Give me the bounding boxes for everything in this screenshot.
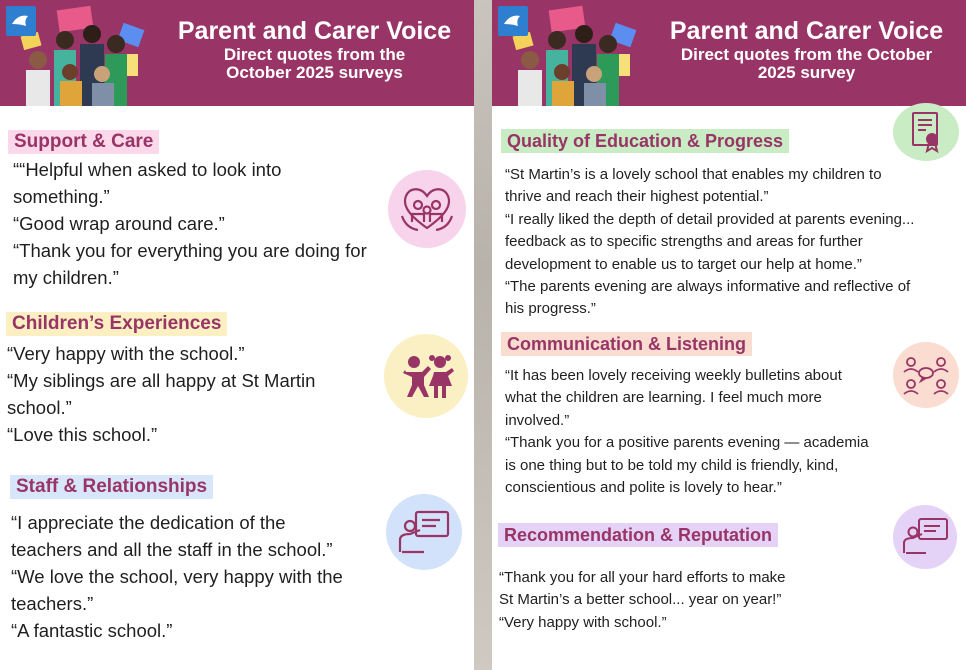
quote-line: “Very happy with the school.” xyxy=(7,343,245,364)
left-header-title-block xyxy=(155,16,474,82)
quote-line: something.” xyxy=(13,186,110,207)
quote-line: development to enable us to target our help at home.” xyxy=(505,255,862,273)
discussion-group-icon xyxy=(893,342,959,408)
quotes-recommendation-reputation xyxy=(499,567,786,634)
quote-line: his progress.” xyxy=(505,300,596,318)
background-gap xyxy=(474,0,492,670)
quote-line: “Love this school.” xyxy=(7,424,158,445)
quote-line: “It has been lovely receiving weekly bulletins about xyxy=(505,367,842,384)
school-logo-icon xyxy=(498,6,528,36)
children-playing-icon xyxy=(384,334,468,418)
quote-line: involved.” xyxy=(505,411,570,429)
quotes-quality-education xyxy=(505,164,914,321)
quotes-communication-listening xyxy=(505,365,869,499)
quote-line: “Thank you for everything you are doing for xyxy=(13,240,367,261)
quote-line: “The parents evening are always informative and reflective of xyxy=(505,278,911,296)
quote-line: St Martin’s a better school... year on year!” xyxy=(499,591,782,609)
quote-line: teachers and all the staff in the school.” xyxy=(11,539,333,560)
quote-line: thrive and reach their highest potential.” xyxy=(505,188,769,206)
right-page xyxy=(492,0,966,670)
quote-line: what the children are learning. I feel much more xyxy=(505,389,822,407)
right-subtitle-1: Direct quotes from the October xyxy=(680,45,933,64)
quotes-support-care xyxy=(13,156,367,291)
quote-line: “I appreciate the dedication of the xyxy=(11,512,286,533)
quote-line: “Thank you for a positive parents evening — academia xyxy=(505,434,869,452)
certificate-icon xyxy=(893,103,959,161)
teacher-board-icon xyxy=(386,494,462,570)
heading-staff-relationships: Staff & Relationships xyxy=(10,475,213,499)
quote-line: feedback as to specific strengths and areas for further xyxy=(505,233,863,251)
quote-line: teachers.” xyxy=(11,593,94,614)
left-page xyxy=(0,0,474,670)
teacher-board-icon xyxy=(893,505,957,569)
quote-line: “Thank you for all your hard efforts to make xyxy=(499,569,786,586)
quote-line: “St Martin’s is a lovely school that enables my children to xyxy=(505,166,882,183)
left-subtitle-2: October 2025 surveys xyxy=(226,63,403,82)
quote-line: “Good wrap around care.” xyxy=(13,213,225,234)
family-heart-icon xyxy=(388,170,466,248)
right-header-title-block xyxy=(647,16,966,82)
left-title: Parent and Carer Voice xyxy=(177,17,452,45)
left-subtitle-1: Direct quotes from the xyxy=(223,45,406,64)
left-header xyxy=(0,0,474,106)
quote-line: “My siblings are all happy at St Martin xyxy=(7,370,316,391)
quotes-childrens-experiences xyxy=(7,340,315,448)
heading-quality-education: Quality of Education & Progress xyxy=(501,129,789,153)
quote-line: “A fantastic school.” xyxy=(11,620,173,641)
right-header xyxy=(492,0,966,106)
quotes-staff-relationships xyxy=(11,509,343,644)
right-subtitle-2: 2025 survey xyxy=(757,63,856,82)
quote-line: my children.” xyxy=(13,267,119,288)
heading-communication-listening: Communication & Listening xyxy=(501,332,752,356)
heading-childrens-experiences: Children’s Experiences xyxy=(6,312,227,336)
quote-line: “I really liked the depth of detail provided at parents evening... xyxy=(505,210,915,228)
quote-line: “Very happy with school.” xyxy=(499,613,667,631)
quote-line: is one thing but to be told my child is friendly, kind, xyxy=(505,456,839,474)
quote-line: “We love the school, very happy with the xyxy=(11,566,343,587)
quote-line: conscientious and polite is lovely to hear.” xyxy=(505,479,782,497)
quote-line: school.” xyxy=(7,397,72,418)
school-logo-icon xyxy=(6,6,36,36)
quote-line: ““Helpful when asked to look into xyxy=(13,159,282,180)
right-title: Parent and Carer Voice xyxy=(669,17,944,45)
heading-support-care: Support & Care xyxy=(8,130,159,154)
heading-recommendation-reputation: Recommendation & Reputation xyxy=(498,523,778,547)
